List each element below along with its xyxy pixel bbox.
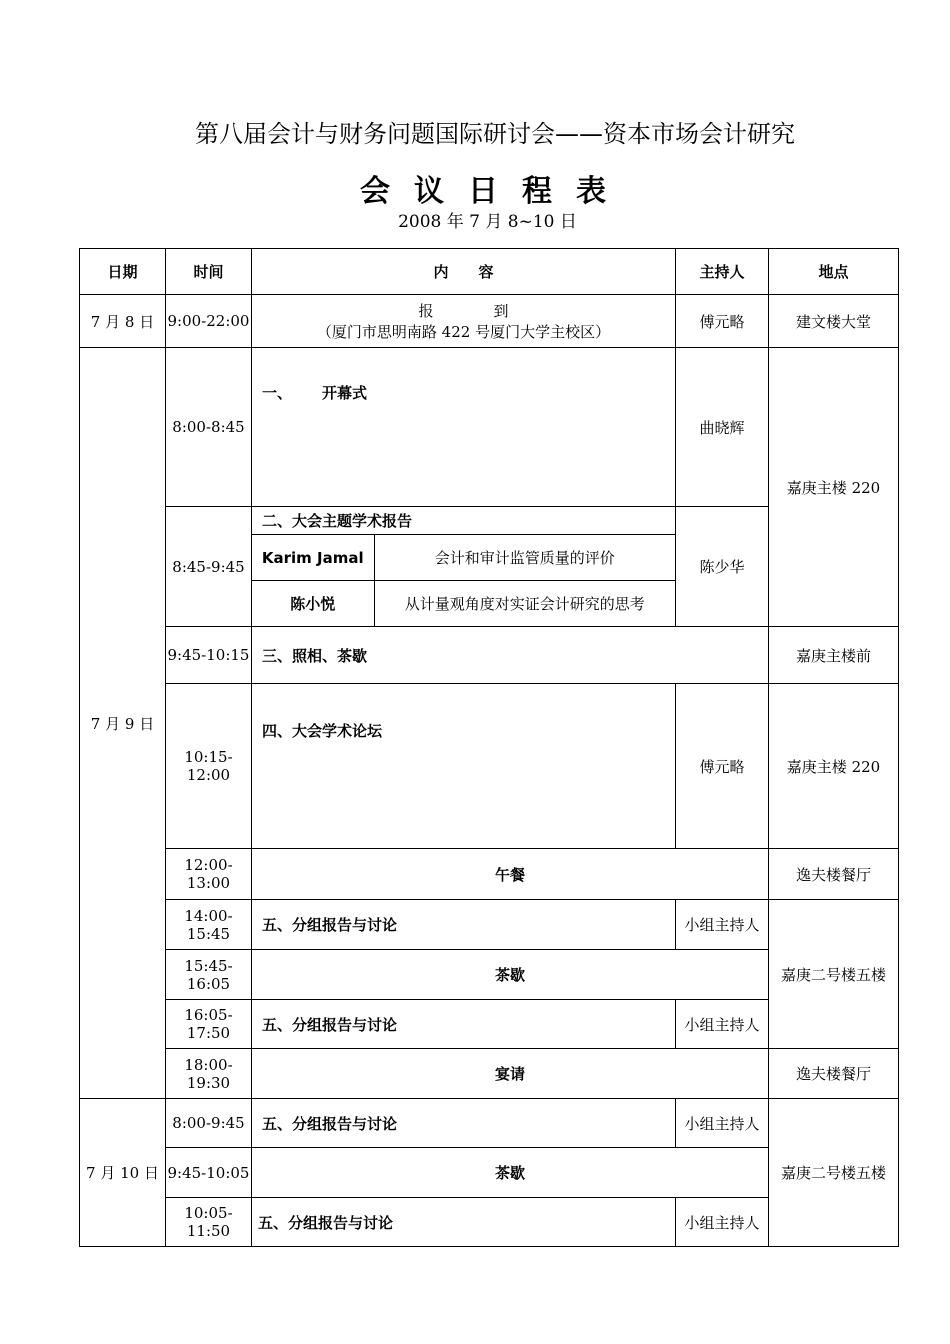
day2-s3-content: 三、照相、茶歇 xyxy=(252,627,769,684)
day1-host: 傅元略 xyxy=(676,295,769,348)
day1-location: 建文楼大堂 xyxy=(769,295,899,348)
day2-s2-host: 陈少华 xyxy=(676,507,769,627)
table-row xyxy=(80,849,899,900)
talk-2-topic: 从计量观角度对实证会计研究的思考 xyxy=(374,581,675,626)
day2-s8-content: 五、分组报告与讨论 xyxy=(252,1000,676,1049)
registration-address: （厦门市思明南路 422 号厦门大学主校区） xyxy=(316,323,611,341)
talk-2 xyxy=(252,581,676,627)
document-subtitle: 会议日程表 xyxy=(360,174,630,209)
day3-date: 7 月 10 日 xyxy=(80,1099,166,1247)
day3-s1-time: 8:00-9:45 xyxy=(166,1099,252,1148)
day2-s8-time: 16:05-17:50 xyxy=(166,1000,252,1049)
table-row xyxy=(80,627,899,684)
opening-number: 一、 xyxy=(262,384,293,402)
day2-s12-location: 嘉庚主楼 220 xyxy=(769,348,899,627)
table-row xyxy=(80,900,899,950)
day3-s3-time: 10:05-11:50 xyxy=(166,1198,252,1247)
table-row xyxy=(80,348,899,507)
talk-1-speaker: Karim Jamal xyxy=(252,535,374,580)
registration-label: 报到 xyxy=(418,302,569,320)
table-row xyxy=(80,1099,899,1148)
day2-s7-content: 茶歇 xyxy=(252,950,769,1000)
document-title: 第八届会计与财务问题国际研讨会——资本市场会计研究 xyxy=(195,120,795,148)
day2-s6-content: 五、分组报告与讨论 xyxy=(252,900,676,950)
day2-date: 7 月 9 日 xyxy=(80,348,166,1099)
day2-s67-location: 嘉庚二号楼五楼 xyxy=(769,900,899,1049)
day2-s6-host: 小组主持人 xyxy=(676,900,769,950)
day2-s4-content: 四、大会学术论坛 xyxy=(252,684,676,849)
day3-s3-content: 五、分组报告与讨论 xyxy=(252,1198,676,1247)
day2-s3-location: 嘉庚主楼前 xyxy=(769,627,899,684)
day2-s2-content: 二、大会主题学术报告 xyxy=(252,507,676,535)
header-content: 内 容 xyxy=(252,249,676,295)
table-header-row xyxy=(80,249,899,295)
talk-1-topic: 会计和审计监管质量的评价 xyxy=(374,535,675,580)
day3-location: 嘉庚二号楼五楼 xyxy=(769,1099,899,1247)
header-date: 日期 xyxy=(80,249,166,295)
day2-s9-location: 逸夫楼餐厅 xyxy=(769,1049,899,1099)
schedule-table xyxy=(79,248,899,1247)
day2-s8-host: 小组主持人 xyxy=(676,1000,769,1049)
document-date-range: 2008 年 7 月 8~10 日 xyxy=(398,212,577,232)
day2-s1-host: 曲晓辉 xyxy=(676,348,769,507)
day2-s1-content xyxy=(252,348,676,507)
day2-s1-time: 8:00-8:45 xyxy=(166,348,252,507)
table-row xyxy=(80,295,899,348)
day1-time: 9:00-22:00 xyxy=(166,295,252,348)
header-location: 地点 xyxy=(769,249,899,295)
day2-s9-content: 宴请 xyxy=(252,1049,769,1099)
day3-s1-content: 五、分组报告与讨论 xyxy=(252,1099,676,1148)
day1-date: 7 月 8 日 xyxy=(80,295,166,348)
day3-s2-time: 9:45-10:05 xyxy=(166,1148,252,1198)
opening-label: 开幕式 xyxy=(322,384,368,402)
day3-s1-host: 小组主持人 xyxy=(676,1099,769,1148)
day2-s6-time: 14:00-15:45 xyxy=(166,900,252,950)
day2-s4-time: 10:15-12:00 xyxy=(166,684,252,849)
day2-s2-time: 8:45-9:45 xyxy=(166,507,252,627)
table-row xyxy=(80,1049,899,1099)
day3-s3-host: 小组主持人 xyxy=(676,1198,769,1247)
day2-s4-location: 嘉庚主楼 220 xyxy=(769,684,899,849)
day2-s5-location: 逸夫楼餐厅 xyxy=(769,849,899,900)
day2-s7-time: 15:45-16:05 xyxy=(166,950,252,1000)
header-host: 主持人 xyxy=(676,249,769,295)
day3-s2-content: 茶歇 xyxy=(252,1148,769,1198)
talk-1 xyxy=(252,535,676,581)
day2-s5-time: 12:00-13:00 xyxy=(166,849,252,900)
day2-s4-host: 傅元略 xyxy=(676,684,769,849)
day2-s9-time: 18:00-19:30 xyxy=(166,1049,252,1099)
header-time: 时间 xyxy=(166,249,252,295)
table-row xyxy=(80,684,899,849)
talk-2-speaker: 陈小悦 xyxy=(252,581,374,626)
day1-content xyxy=(252,295,676,348)
day2-s3-time: 9:45-10:15 xyxy=(166,627,252,684)
day2-s5-content: 午餐 xyxy=(252,849,769,900)
